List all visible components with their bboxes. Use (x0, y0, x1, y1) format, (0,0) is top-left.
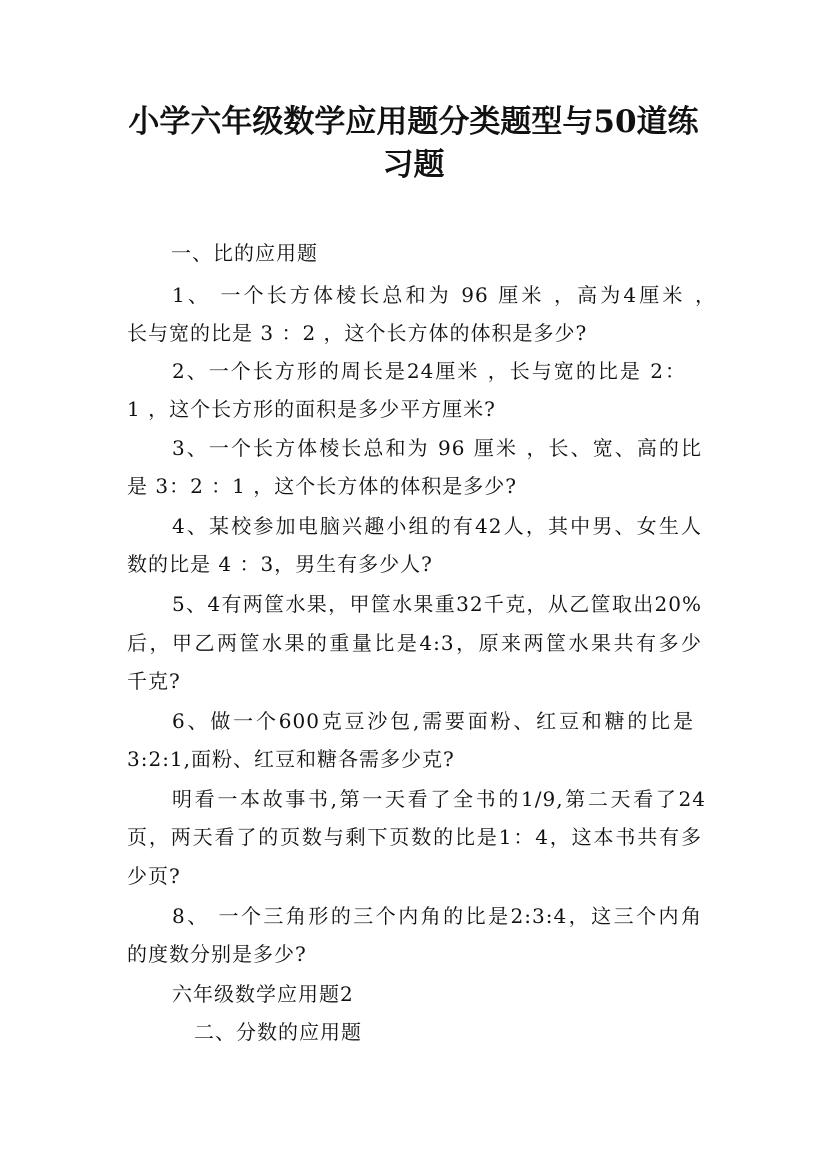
problem-8-line-1: 8、 一个三角形的三个内角的比是2:3:4，这三个内角 (172, 904, 702, 928)
section-heading-fraction: 二、分数的应用题 (194, 1020, 362, 1044)
problem-5-line-2: 后，甲乙两筐水果的重量比是4:3，原来两筐水果共有多少 (127, 631, 702, 655)
problem-7-line-3: 少页? (127, 864, 181, 888)
problem-6-line-2: 3:2:1,面粉、红豆和糖各需多少克? (127, 747, 455, 771)
problem-4-line-2: 数的比是 4 ：3，男生有多少人? (127, 552, 433, 576)
problem-7-line-1: 明看一本故事书,第一天看了全书的1/9,第二天看了24 (172, 787, 706, 811)
problem-1-line-1: 1、 一个长方体棱长总和为 96 厘米 ，高为4厘米 ， (172, 283, 716, 307)
section-heading-ratio: 一、比的应用题 (171, 241, 318, 265)
problem-7-line-2: 页，两天看了的页数与剩下页数的比是1：4，这本书共有多 (127, 825, 702, 849)
problem-4-line-1: 4、某校参加电脑兴趣小组的有42人，其中男、女生人 (172, 514, 702, 538)
document-title-line-2: 习题 (382, 147, 445, 183)
problem-3-line-1: 3、一个长方体棱长总和为 96 厘米 ，长、宽、高的比 (172, 436, 702, 460)
problem-1-line-2: 长与宽的比是 3 ：2 ，这个长方体的体积是多少? (127, 321, 588, 345)
document-title-line-1: 小学六年级数学应用题分类题型与50道练 (128, 104, 699, 140)
problem-3-line-2: 是 3：2 ：1 ，这个长方体的体积是多少? (127, 474, 517, 498)
problem-8-line-2: 的度数分别是多少? (127, 942, 307, 966)
problem-5-line-1: 5、4有两筐水果，甲筐水果重32千克，从乙筐取出20% (172, 592, 702, 616)
problem-5-line-3: 千克? (127, 669, 181, 693)
problem-2-line-2: 1 ，这个长方形的面积是多少平方厘米? (127, 397, 496, 421)
problem-2-line-1: 2、一个长方形的周长是24厘米 ，长与宽的比是 2： (172, 359, 686, 383)
problem-6-line-1: 6、做一个600克豆沙包,需要面粉、红豆和糖的比是 (172, 709, 694, 733)
section-subtitle: 六年级数学应用题2 (172, 982, 354, 1006)
